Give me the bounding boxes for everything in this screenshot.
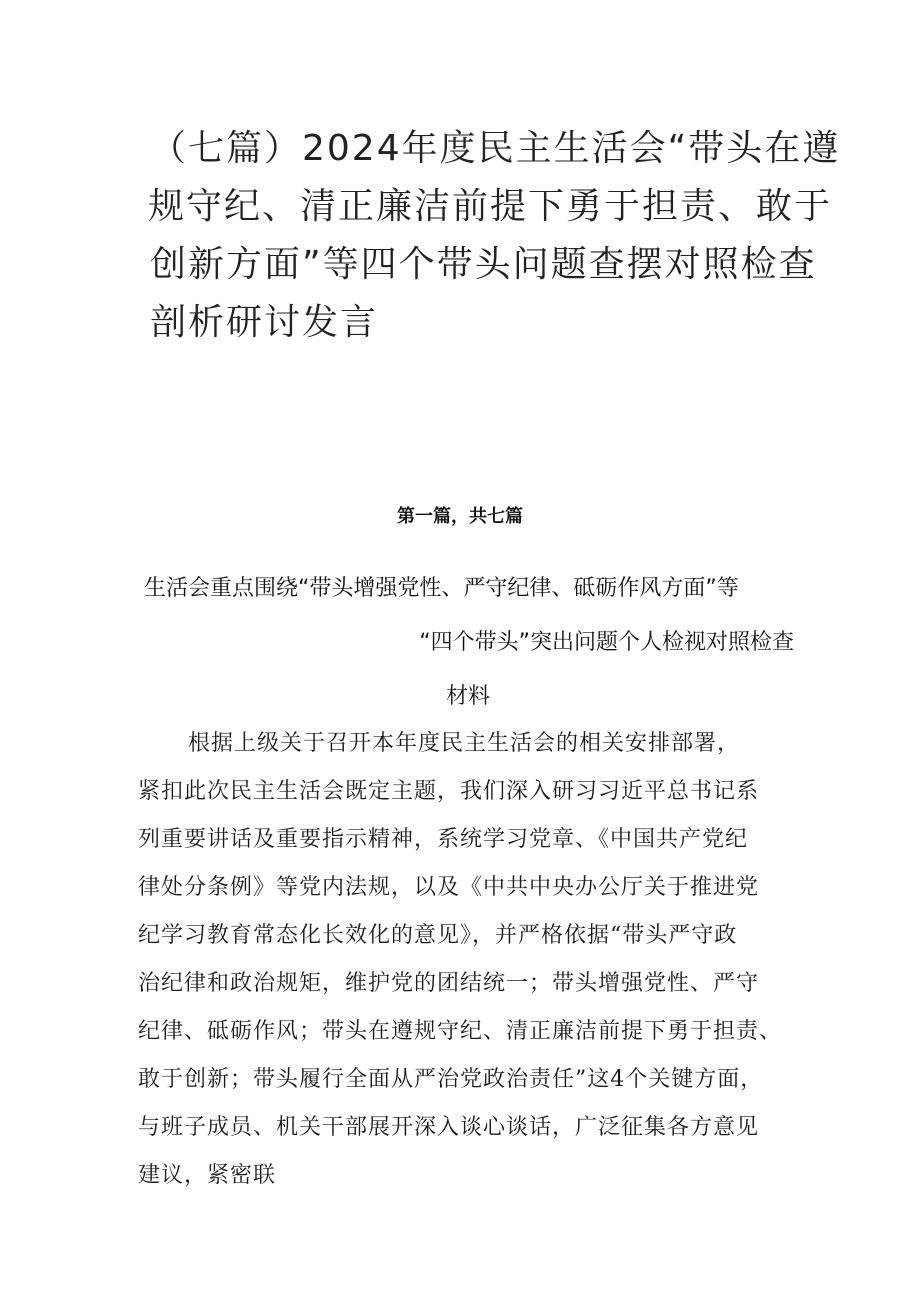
body-paragraph [138, 720, 806, 1200]
body-line: 建议，紧密联 [138, 1163, 277, 1188]
body-line: 纪律、砥砺作风；带头在遵规守纪、清正廉洁前提下勇于担责、 [138, 1019, 783, 1044]
section-subtitle [120, 562, 800, 724]
document-title [120, 120, 841, 352]
body-line: 纪学习教育常态化长效化的意见》，并严格依据“带头严守政 [138, 923, 738, 948]
body-line: 列重要讲话及重要指示精神，系统学习党章、《中国共产党纪 [138, 827, 749, 852]
body-line: 治纪律和政治规矩，维护党的团结统一；带头增强党性、严守 [138, 971, 760, 996]
body-line: 根据上级关于召开本年度民主生活会的相关安排部署， [188, 731, 741, 756]
subtitle-line: 材料 [445, 684, 490, 709]
body-line: 敢于创新；带头履行全面从严治党政治责任”这4个关键方面， [138, 1067, 764, 1092]
title-line: （七篇）2024年度民主生活会“带头在遵 [150, 128, 841, 169]
title-line: 规守纪、清正廉洁前提下勇于担责、敢于 [148, 186, 833, 227]
subtitle-line: “四个带头”突出问题个人检视对照检查 [419, 630, 794, 655]
body-line: 律处分条例》等党内法规，以及《中共中央办公厅关于推进党 [138, 875, 760, 900]
title-line: 创新方面”等四个带头问题查摆对照检查 [150, 244, 817, 285]
body-line: 紧扣此次民主生活会既定主题，我们深入研习习近平总书记系 [138, 779, 760, 804]
title-line: 剖析研讨发言 [150, 302, 379, 343]
body-line: 与班子成员、机关干部展开深入谈心谈话，广泛征集各方意见 [138, 1115, 760, 1140]
subtitle-line: 生活会重点围绕“带头增强党性、严守纪律、砥砺作风方面”等 [144, 576, 739, 601]
section-label: 第一篇，共七篇 [397, 506, 523, 527]
